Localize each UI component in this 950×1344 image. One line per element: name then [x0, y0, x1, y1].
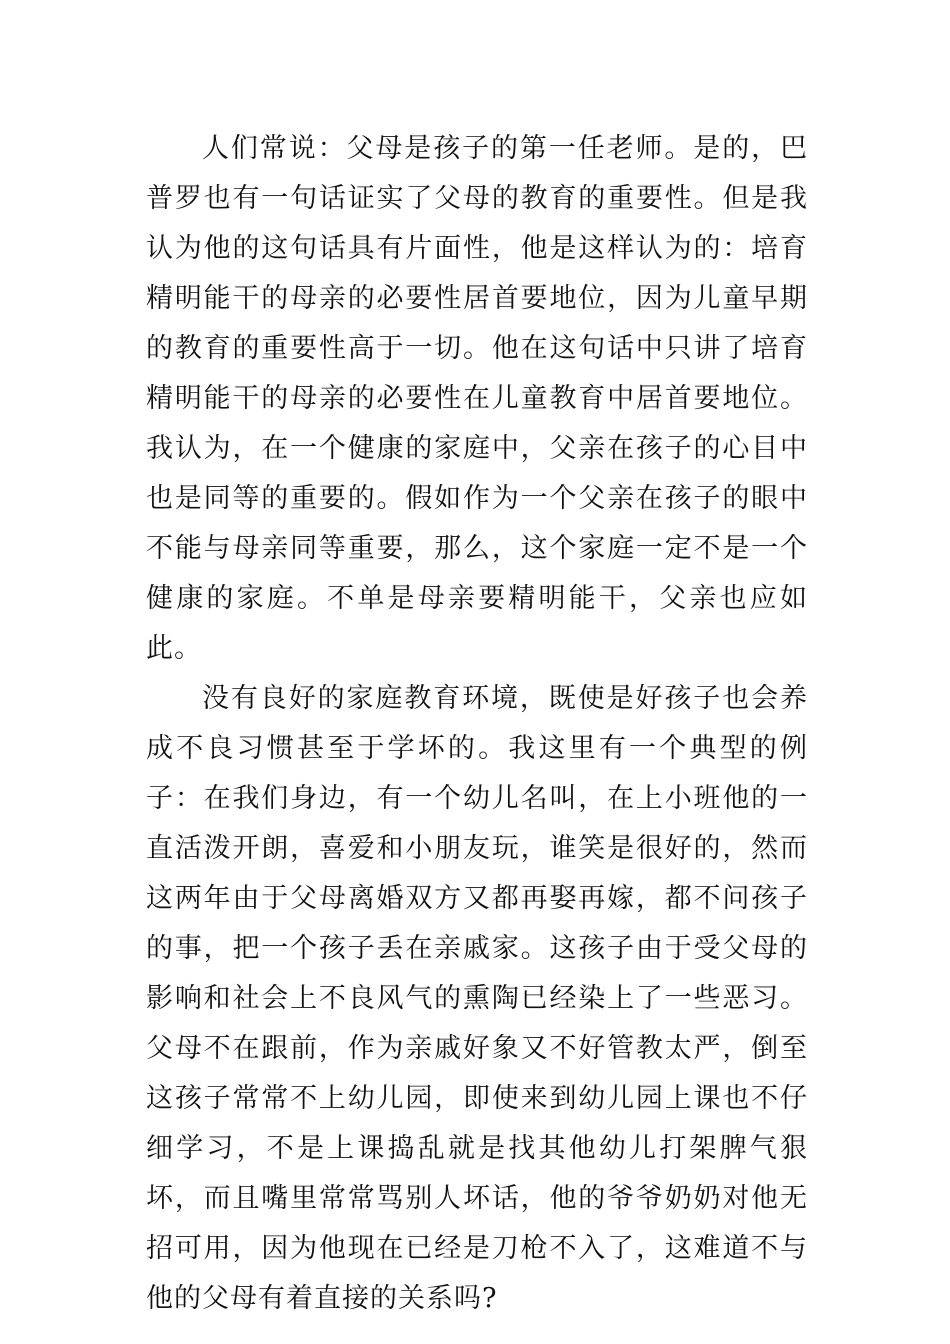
paragraph-1: 人们常说：父母是孩子的第一任老师。是的，巴普罗也有一句话证实了父母的教育的重要性。但是我认为他的这句话具有片面性，他是这样认为的：培育精明能干的母亲的必要性居首要地位，因为儿童早期的教育的重要性高于一切。他在这句话中只讲了培育精明能干的母亲的必要性在儿童教育中居首要地位。我认为，在一个健康的家庭中，父亲在孩子的心目中也是同等的重要的。假如作为一个父亲在孩子的眼中不能与母亲同等重要，那么，这个家庭一定不是一个健康的家庭。不单是母亲要精明能干，父亲也应如此。	[146, 133, 808, 664]
document-body	[146, 124, 808, 1324]
paragraph-2: 没有良好的家庭教育环境，既使是好孩子也会养成不良习惯甚至于学坏的。我这里有一个典型的例子：在我们身边，有一个幼儿名叫，在上小班他的一直活泼开朗，喜爱和小朋友玩，谁笑是很好的，然而这两年由于父母离婚双方又都再娶再嫁，都不问孩子的事，把一个孩子丢在亲戚家。这孩子由于受父母的影响和社会上不良风气的熏陶已经染上了一些恶习。父母不在跟前，作为亲戚好象又不好管教太严，倒至这孩子常常不上幼儿园，即使来到幼儿园上课也不仔细学习，不是上课捣乱就是找其他幼儿打架脾气狠坏，而且嘴里常常骂别人坏话，他的爷爷奶奶对他无招可用，因为他现在已经是刀枪不入了，这难道不与他的父母有着直接的关系吗?	[146, 683, 808, 1314]
